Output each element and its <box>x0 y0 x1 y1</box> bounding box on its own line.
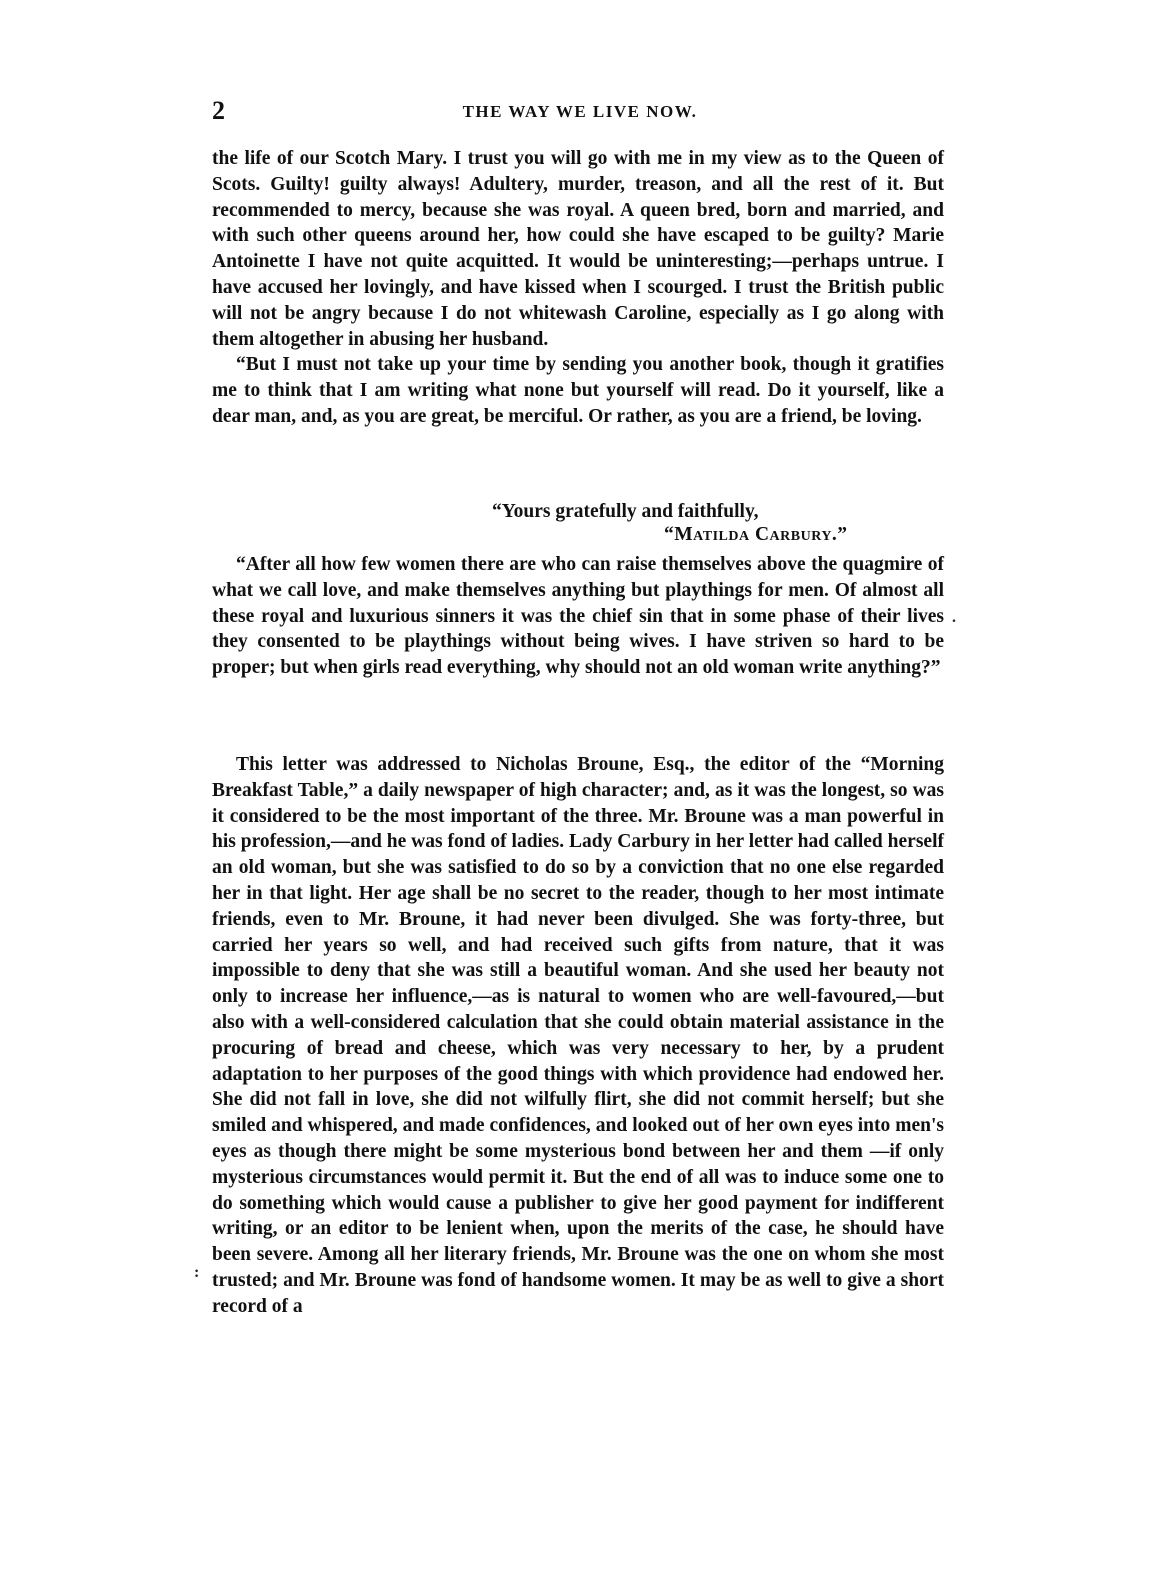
letter-body <box>212 146 944 430</box>
narrative-paragraph: This letter was addressed to Nicholas Broune, Esq., the editor of the “Morning Breakfast Table,” a daily newspaper of high character; and, as it was the longest, so was it considered to be the most important of the three. Mr. Broune was a man powerful in his profession,—and he was fond of ladies. Lady Carbury in her letter had called herself an old woman, but she was satisfied to do so by a conviction that no one else regarded her in that light. Her age shall be no secret to the reader, though to her most intimate friends, even to Mr. Broune, it had never been divulged. She was forty-three, but carried her years so well, and had received such gifts from nature, that it was impossible to deny that she was still a beautiful woman. And she used her beauty not only to increase her influence,—as is natural to women who are well-favoured,—but also with a well-considered calculation that she could obtain material assistance in the procuring of bread and cheese, which was very necessary to her, by a prudent adaptation to her purposes of the good things with which providence had endowed her. She did not fall in love, she did not wilfully flirt, she did not commit herself; but she smiled and whispered, and made confidences, and looked out of her own eyes into men's eyes as though there might be some mysterious bond between her and them —if only mysterious circumstances would permit it. But the end of all was to induce some one to do something which would cause a publisher to give her good payment for indifferent writing, or an editor to be lenient when, upon the merits of the case, he should have been severe. Among all her literary friends, Mr. Broune was the one on whom she most trusted; and Mr. Broune was fond of handsome women. It may be as well to give a short record of a <box>212 754 944 1317</box>
letter-signature: “Matilda Carbury.” <box>664 524 848 545</box>
margin-dot-icon: . <box>952 609 956 626</box>
letter-paragraph-2: “But I must not take up your time by sending you another book, though it gratifies me to think that I am writing what none but yourself will read. Do it yourself, like a dear man, and, as you are great, be merciful. Or rather, as you are a friend, be loving. <box>212 354 944 427</box>
letter-valediction: “Yours gratefully and faithfully, <box>492 501 759 522</box>
postscript-paragraph: “After all how few women there are who can raise themselves above the quagmire of what we call love, and make themselves anything but playthings for men. Of almost all these royal and luxurious sinners it was the chief sin that in some phase of their lives they consented to be playthings without being wives. I have striven so hard to be proper; but when girls read everything, why should not an old woman write anything?” <box>212 554 944 679</box>
running-header <box>212 96 948 126</box>
letter-paragraph-1: the life of our Scotch Mary. I trust you will go with me in my view as to the Queen of Scots. Guilty! guilty always! Adultery, murder, treason, and all the rest of it. But recommended to mercy, because she was royal. A queen bred, born and married, and with such other queens around her, how could she have escaped to be guilty? Marie Antoinette I have not quite acquitted. It would be uninteresting;—perhaps untrue. I have accused her lovingly, and have kissed when I scourged. I trust the British public will not be angry because I do not whitewash Caroline, especially as I go along with them altogether in abusing her husband. <box>212 148 944 350</box>
narrative-section <box>212 752 944 1320</box>
page-number: 2 <box>212 96 225 125</box>
letter-postscript <box>212 552 944 681</box>
margin-mark-icon: : <box>194 1264 200 1281</box>
running-title: THE WAY WE LIVE NOW. <box>462 102 698 121</box>
